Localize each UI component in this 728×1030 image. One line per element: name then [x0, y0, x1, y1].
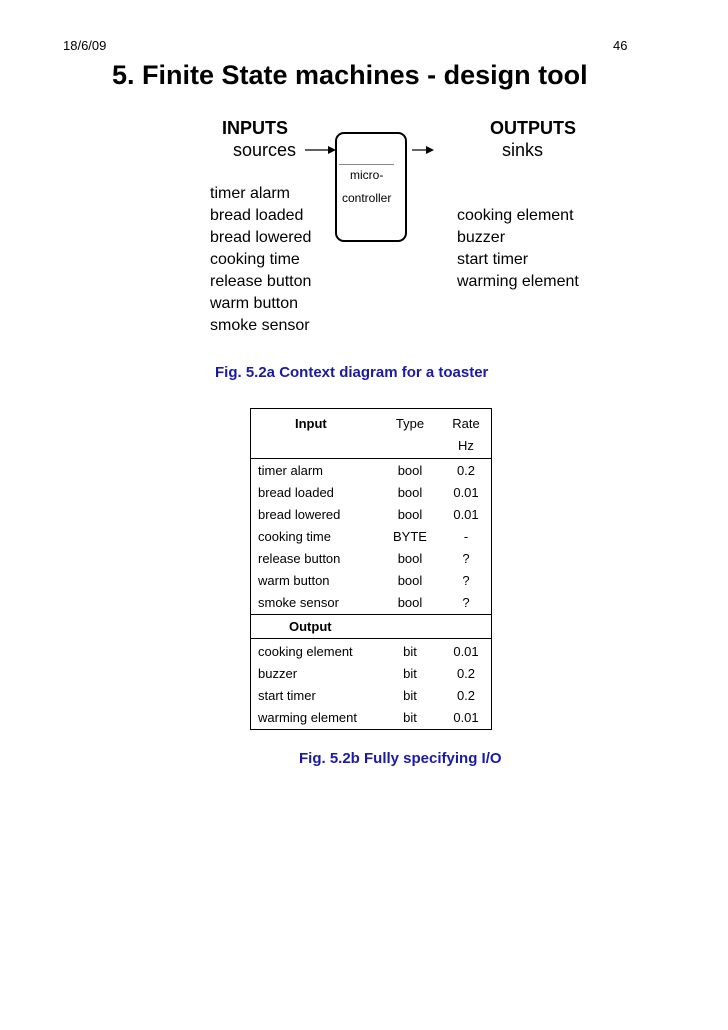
header-rate-unit: Hz: [458, 438, 474, 453]
section-divider-top: [250, 614, 492, 615]
table-right-border: [491, 408, 492, 730]
table-row-rate: 0.2: [456, 688, 476, 703]
outputs-label: OUTPUTS: [490, 118, 577, 138]
table-row-name: smoke sensor: [258, 595, 339, 610]
output-item: cooking element: [457, 207, 574, 224]
table-row-name: warming element: [258, 710, 357, 725]
microcontroller-block: [300, 130, 440, 246]
page-title: 5. Finite State machines - design tool: [112, 60, 588, 90]
table-row-type: bit: [403, 644, 417, 659]
table-row-type: bool: [397, 573, 423, 588]
input-item: bread lowered: [210, 229, 312, 246]
table-row-rate: ?: [462, 551, 470, 566]
table-row-type: bit: [403, 710, 417, 725]
input-item: timer alarm: [210, 185, 291, 202]
table-row-name: warm button: [258, 573, 330, 588]
input-item: bread loaded: [210, 207, 304, 224]
table-row-rate: 0.01: [453, 644, 479, 659]
page-number: 46: [613, 38, 628, 53]
header-rate: Rate: [452, 416, 480, 431]
output-item: warming element: [457, 273, 579, 290]
table-row-type: bool: [397, 485, 423, 500]
input-item: smoke sensor: [210, 317, 310, 334]
table-left-border: [250, 408, 251, 730]
sinks-label: sinks: [502, 140, 544, 160]
sources-label: sources: [233, 140, 297, 160]
table-row-type: bit: [403, 688, 417, 703]
table-row-rate: 0.01: [453, 507, 479, 522]
table-row-type: bool: [397, 595, 423, 610]
table-row-name: start timer: [258, 688, 316, 703]
table-row-name: bread lowered: [258, 507, 341, 522]
table-row-type: bool: [397, 463, 423, 478]
table-row-rate: 0.2: [456, 463, 476, 478]
table-row-name: bread loaded: [258, 485, 334, 500]
table-row-type: bool: [397, 507, 423, 522]
input-item: warm button: [210, 295, 299, 312]
header-input: Input: [295, 416, 327, 431]
table-row-rate: 0.01: [453, 485, 479, 500]
table-row-type: bool: [397, 551, 423, 566]
inputs-label: INPUTS: [222, 118, 289, 138]
output-arrow: [412, 146, 434, 154]
figure-caption-a: Fig. 5.2a Context diagram for a toaster: [215, 364, 489, 381]
input-list: [210, 183, 311, 337]
table-row-name: cooking time: [258, 529, 331, 544]
header-date: 18/6/09: [63, 38, 107, 53]
table-bottom-border: [250, 729, 492, 730]
table-top-border: [250, 408, 492, 409]
table-row-name: buzzer: [258, 666, 298, 681]
table-row-type: bit: [403, 666, 417, 681]
box-divider: [339, 164, 394, 165]
input-arrow: [305, 146, 336, 154]
table-row-name: release button: [258, 551, 341, 566]
header-output: Output: [289, 619, 332, 634]
section-divider-bottom: [250, 638, 492, 639]
header-divider: [250, 458, 492, 459]
table-row-name: timer alarm: [258, 463, 324, 478]
table-row-name: cooking element: [258, 644, 353, 659]
table-row-rate: 0.01: [453, 710, 479, 725]
table-row-rate: ?: [462, 573, 470, 588]
box-label-controller: controller: [342, 191, 392, 205]
table-row-rate: ?: [462, 595, 470, 610]
input-item: cooking time: [210, 251, 300, 268]
output-list: [457, 205, 579, 293]
figure-caption-b: Fig. 5.2b Fully specifying I/O: [299, 750, 502, 767]
table-row-type: BYTE: [393, 529, 427, 544]
microcontroller-box: [336, 133, 406, 241]
box-label-micro: micro-: [350, 168, 384, 182]
output-item: start timer: [457, 251, 529, 268]
input-item: release button: [210, 273, 312, 290]
table-row-rate: 0.2: [456, 666, 476, 681]
header-type: Type: [395, 416, 425, 431]
output-item: buzzer: [457, 229, 506, 246]
table-row-rate: -: [463, 529, 469, 544]
